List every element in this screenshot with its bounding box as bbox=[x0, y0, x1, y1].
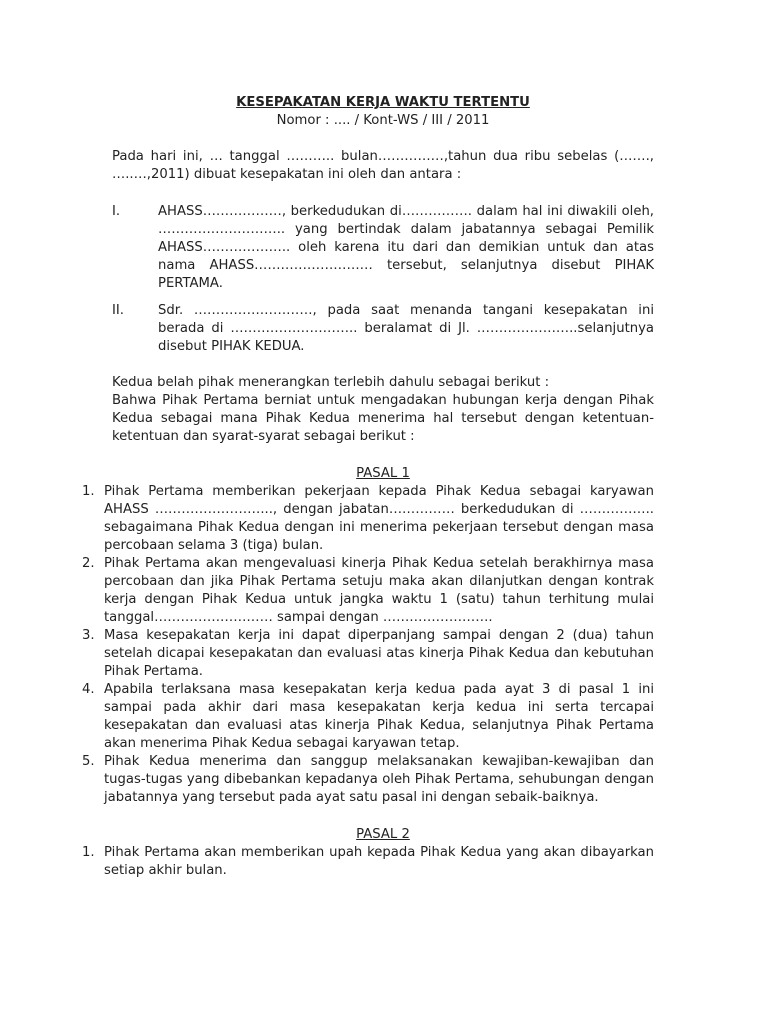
item-text: Masa kesepakatan kerja ini dapat diperpanjang sampai dengan 2 (dua) tahun setelah dicapai kesepakatan dan evaluasi atas kinerja Pihak Kedua dan kebutuhan Pihak Pertama. bbox=[104, 628, 654, 679]
list-item bbox=[82, 681, 654, 753]
pasal-2-title: PASAL 2 bbox=[356, 827, 410, 842]
item-number: 1. bbox=[82, 845, 95, 860]
item-text: Pihak Pertama memberikan pekerjaan kepada Pihak Kedua sebagai karyawan AHASS ……………………..., dengan jabatan…………… berkedudukan di …………….. sebagaimana Pihak Kedua dengan ini menerima pekerjaan tersebut dengan masa percobaan selama 3 (tiga) bulan. bbox=[104, 484, 654, 553]
item-text: Pihak Pertama akan mengevaluasi kinerja Pihak Kedua setelah berakhirnya masa percobaan dan jika Pihak Pertama setuju maka akan dilanjutkan dengan kontrak kerja dengan Pihak Kedua untuk jangka waktu 1 (satu) tahun terhitung mulai tanggal……………………… sampai dengan ……………………. bbox=[104, 556, 654, 625]
list-item bbox=[82, 844, 654, 880]
party-number: II. bbox=[112, 303, 124, 318]
item-text: Pihak Kedua menerima dan sanggup melaksanakan kewajiban-kewajiban dan tugas-tugas yang dibebankan kepadanya oleh Pihak Pertama, sehubungan dengan jabatannya yang tersebut pada ayat satu pasal ini dengan sebaik-baiknya. bbox=[104, 754, 654, 805]
party-text: AHASS………………, berkedudukan di……………. dalam hal ini diwakili oleh, ……………………….. yang bertindak dalam jabatannya sebagai Pemilik AHASS……………….. oleh karena itu dari dan demikian untuk dan atas nama AHASS……………………… tersebut, selanjutnya disebut PIHAK PERTAMA. bbox=[158, 204, 654, 291]
document-title: KESEPAKATAN KERJA WAKTU TERTENTU bbox=[236, 95, 530, 110]
intro-paragraph: Pada hari ini, … tanggal ……….. bulan……………,tahun dua ribu sebelas (……., …..…,2011) dibuat kesepakatan ini oleh dan antara : bbox=[112, 149, 654, 182]
list-item bbox=[82, 627, 654, 681]
item-number: 4. bbox=[82, 682, 95, 697]
document-number: Nomor : .... / Kont-WS / III / 2011 bbox=[276, 113, 490, 128]
item-text: Pihak Pertama akan memberikan upah kepada Pihak Kedua yang akan dibayarkan setiap akhir bulan. bbox=[104, 845, 654, 878]
preamble-paragraph: Kedua belah pihak menerangkan terlebih dahulu sebagai berikut : Bahwa Pihak Pertama berniat untuk mengadakan hubungan kerja dengan Pihak Kedua sebagai mana Pihak Kedua menerima hal tersebut dengan ketentuan-ketentuan dan syarat-syarat sebagai berikut : bbox=[112, 375, 654, 444]
party-first bbox=[112, 203, 654, 293]
item-number: 1. bbox=[82, 484, 95, 499]
party-second bbox=[112, 302, 654, 356]
parties-list bbox=[112, 203, 654, 356]
pasal-1-title: PASAL 1 bbox=[356, 466, 410, 481]
party-text: Sdr. ………………………, pada saat menanda tangani kesepakatan ini berada di ……………………….. beralamat di Jl. …………………..selanjutnya disebut PIHAK KEDUA. bbox=[158, 303, 654, 354]
list-item bbox=[82, 483, 654, 555]
pasal-1-list bbox=[82, 483, 654, 807]
item-number: 3. bbox=[82, 628, 95, 643]
document-page bbox=[82, 94, 654, 880]
item-number: 2. bbox=[82, 556, 95, 571]
item-text: Apabila terlaksana masa kesepakatan kerja kedua pada ayat 3 di pasal 1 ini sampai pada akhir dari masa kesepakatan kerja kedua ini serta tercapai kesepakatan dan evaluasi atas kinerja Pihak Kedua, selanjutnya Pihak Pertama akan menerima Pihak Kedua sebagai karyawan tetap. bbox=[104, 682, 654, 751]
list-item bbox=[82, 555, 654, 627]
party-number: I. bbox=[112, 204, 121, 219]
pasal-2-list bbox=[82, 844, 654, 880]
item-number: 5. bbox=[82, 754, 95, 769]
list-item bbox=[82, 753, 654, 807]
